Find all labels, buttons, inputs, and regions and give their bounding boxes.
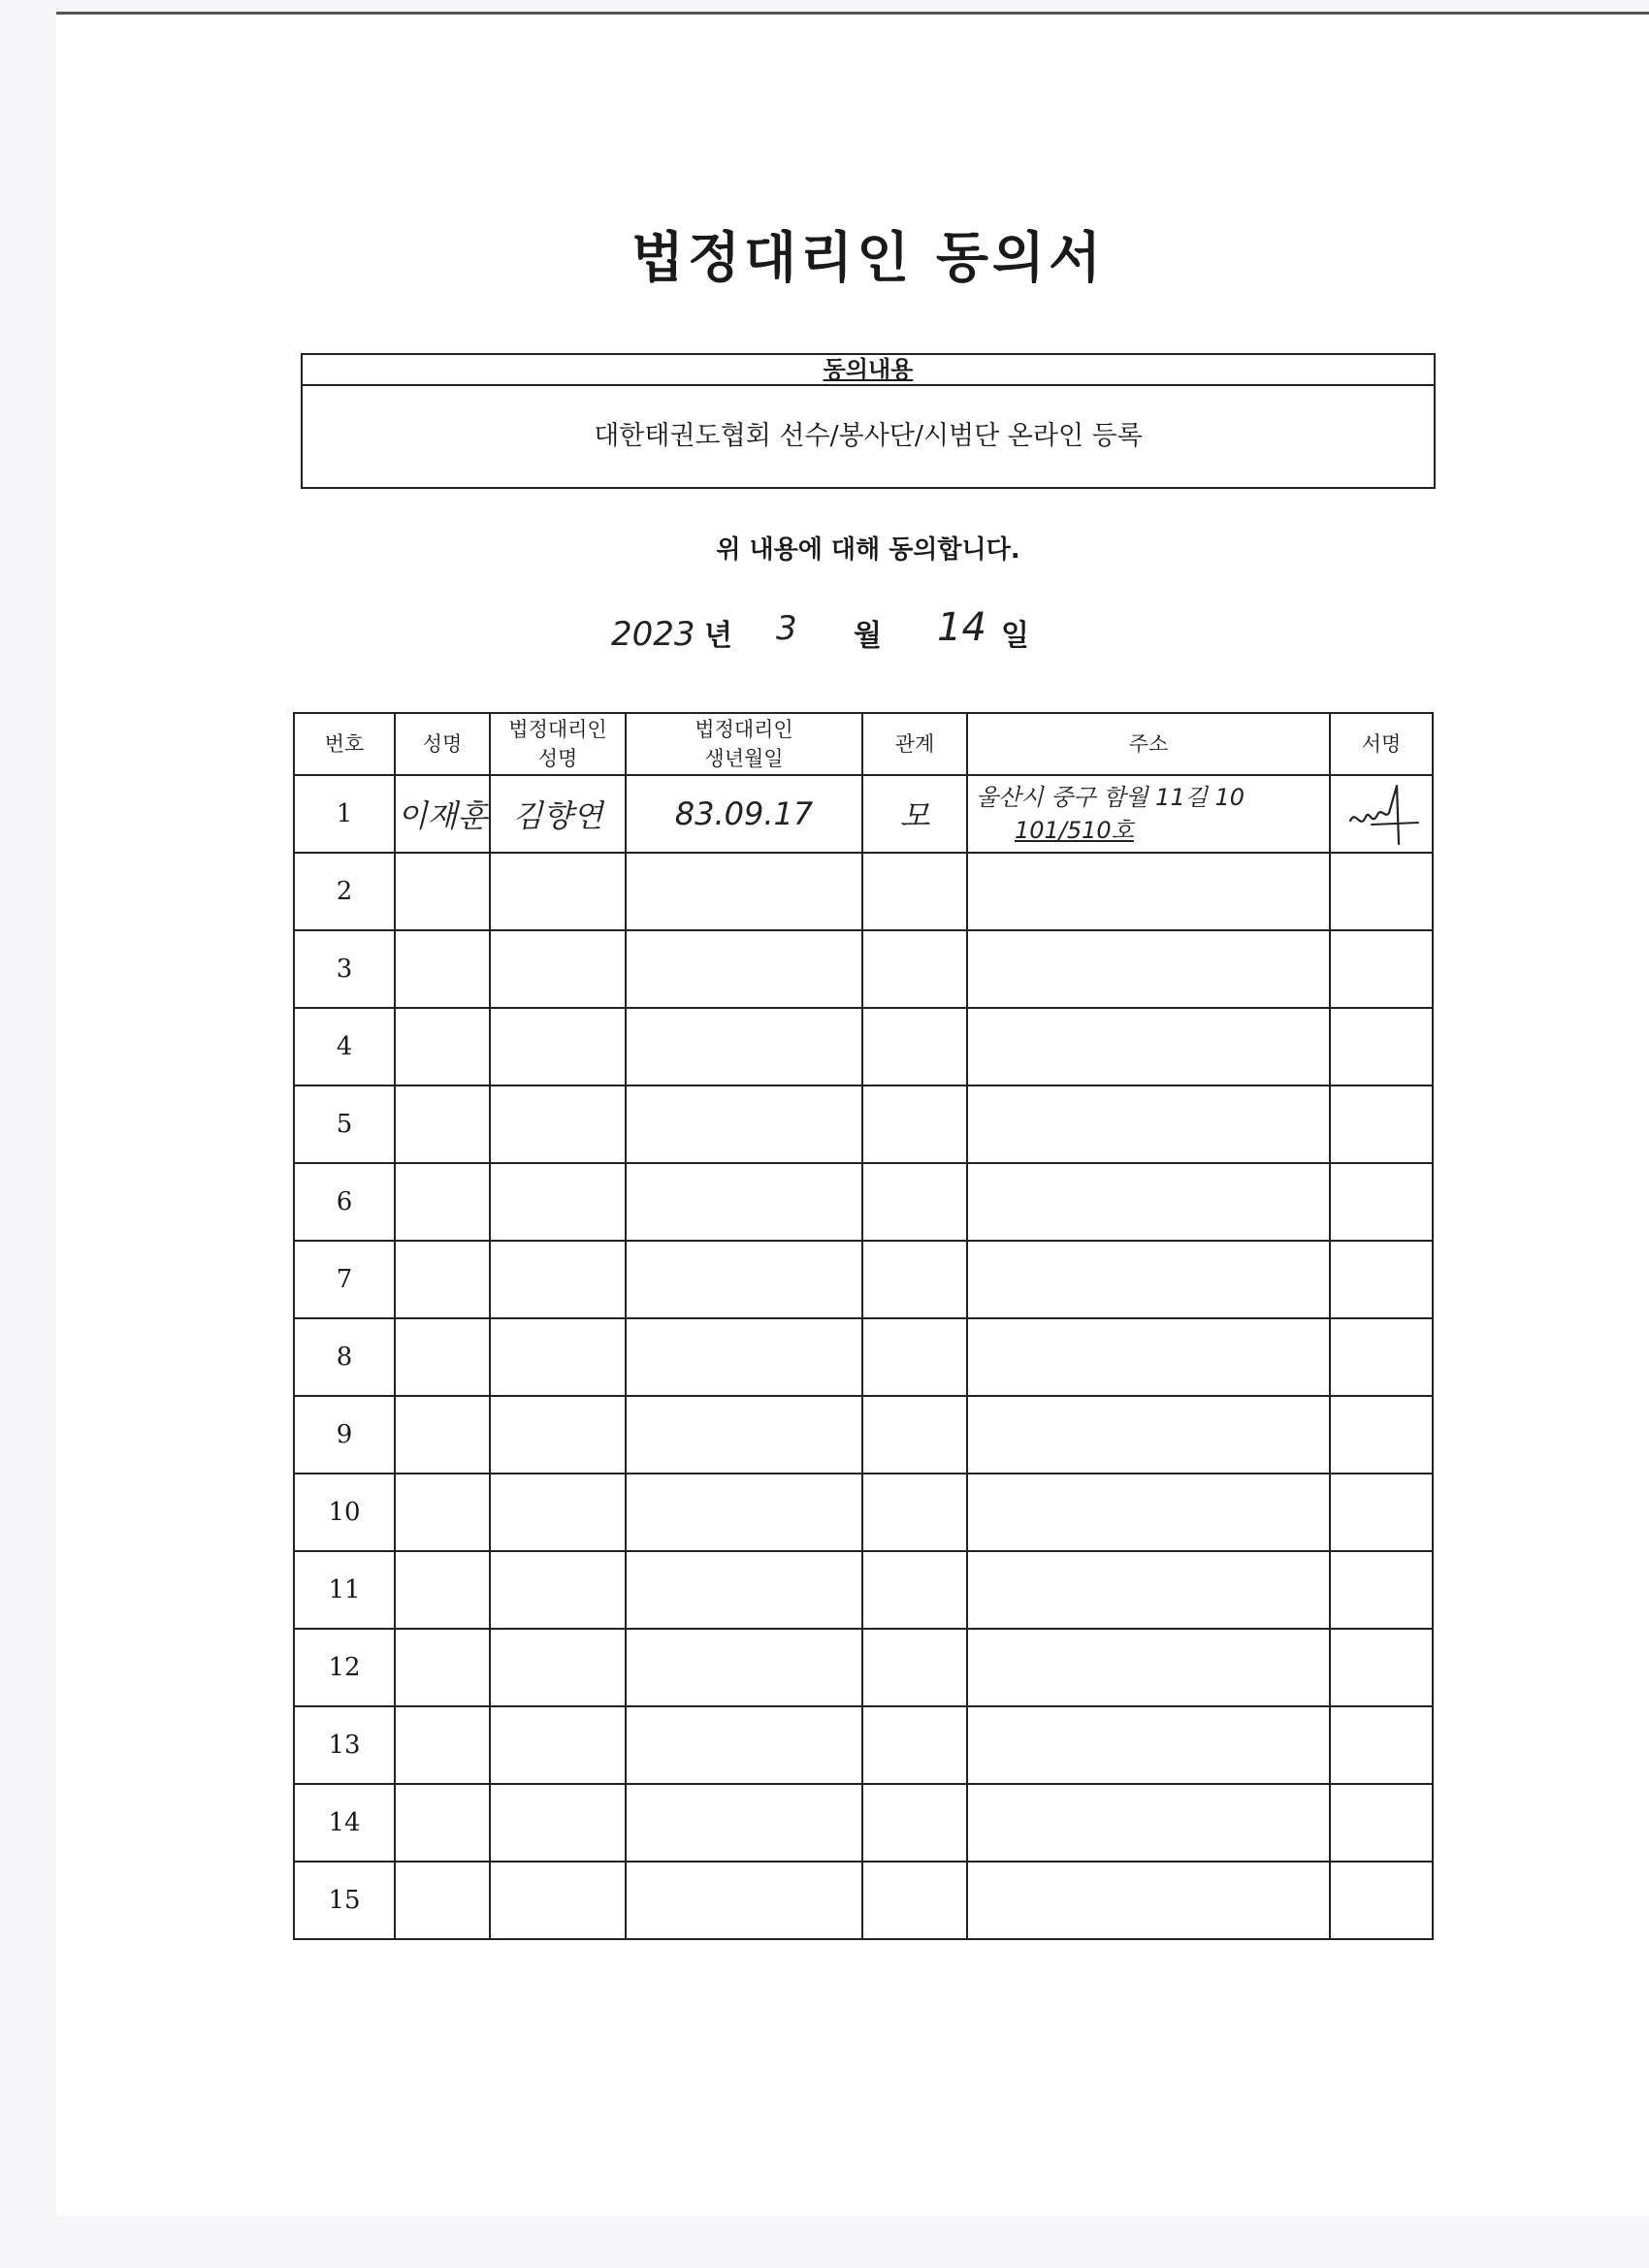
cell-guardian-birth [626, 1862, 862, 1939]
cell-signature [1330, 1008, 1433, 1085]
cell-no: 5 [294, 1085, 395, 1163]
table-row [294, 1163, 1433, 1241]
cell-guardian-birth [626, 1318, 862, 1396]
cell-guardian-birth [626, 930, 862, 1008]
date-year: 2023 [611, 615, 695, 654]
cell-name [395, 1396, 490, 1474]
cell-guardian-birth [626, 853, 862, 930]
cell-no: 11 [294, 1551, 395, 1629]
cell-relation [862, 1551, 967, 1629]
cell-name [395, 1784, 490, 1862]
table-row [294, 1551, 1433, 1629]
cell-no: 12 [294, 1629, 395, 1706]
cell-signature [1330, 1706, 1433, 1784]
header-guardian-birth-line2: 생년월일 [704, 747, 784, 770]
cell-address [967, 1706, 1330, 1784]
cell-name [395, 1474, 490, 1551]
table-row [294, 775, 1433, 853]
table-row [294, 930, 1433, 1008]
table-row [294, 853, 1433, 930]
cell-signature [1330, 1163, 1433, 1241]
cell-guardian-birth [626, 1551, 862, 1629]
cell-relation [862, 853, 967, 930]
cell-guardian-name: 김향연 [490, 775, 626, 853]
cell-address [967, 1085, 1330, 1163]
cell-relation [862, 1629, 967, 1706]
table-row [294, 1318, 1433, 1396]
cell-no: 13 [294, 1706, 395, 1784]
guardian-table [293, 712, 1434, 1940]
table-row [294, 1241, 1433, 1318]
cell-relation [862, 1474, 967, 1551]
cell-guardian-name [490, 1163, 626, 1241]
consent-body: 대한태권도협회 선수/봉사단/시범단 온라인 등록 [594, 421, 1143, 451]
cell-guardian-birth [626, 1241, 862, 1318]
cell-guardian-name [490, 930, 626, 1008]
cell-relation [862, 1396, 967, 1474]
cell-signature [1330, 1551, 1433, 1629]
cell-relation [862, 1008, 967, 1085]
cell-address [967, 1629, 1330, 1706]
cell-address [967, 1241, 1330, 1318]
handwritten-signature [1342, 780, 1420, 848]
cell-name [395, 1008, 490, 1085]
cell-signature [1330, 1396, 1433, 1474]
cell-guardian-birth [626, 1474, 862, 1551]
cell-signature [1330, 1784, 1433, 1862]
cell-signature [1330, 1474, 1433, 1551]
cell-name [395, 1318, 490, 1396]
cell-relation [862, 1706, 967, 1784]
cell-address [967, 1008, 1330, 1085]
cell-address [967, 1784, 1330, 1862]
cell-guardian-birth [626, 1396, 862, 1474]
cell-address [967, 1163, 1330, 1241]
cell-guardian-name [490, 1474, 626, 1551]
cell-name [395, 853, 490, 930]
cell-no: 1 [294, 775, 395, 853]
table-row [294, 1085, 1433, 1163]
cell-name [395, 930, 490, 1008]
cell-name [395, 1551, 490, 1629]
table-row [294, 1396, 1433, 1474]
cell-guardian-name [490, 1318, 626, 1396]
cell-relation [862, 1784, 967, 1862]
cell-signature [1330, 1629, 1433, 1706]
cell-guardian-birth [626, 1784, 862, 1862]
header-guardian-birth [626, 713, 862, 775]
cell-signature [1330, 1085, 1433, 1163]
cell-name: 이재훈 [395, 775, 490, 853]
cell-address [967, 1551, 1330, 1629]
table-row [294, 1008, 1433, 1085]
cell-relation [862, 1085, 967, 1163]
date-day: 14 [937, 605, 986, 650]
table-header-row [294, 713, 1433, 775]
cell-no: 6 [294, 1163, 395, 1241]
cell-guardian-name [490, 1862, 626, 1939]
cell-guardian-birth [626, 1085, 862, 1163]
cell-guardian-name [490, 1085, 626, 1163]
date-day-unit: 일 [1001, 619, 1029, 653]
cell-signature [1330, 775, 1433, 853]
cell-signature [1330, 1862, 1433, 1939]
cell-signature [1330, 930, 1433, 1008]
cell-guardian-name [490, 1784, 626, 1862]
cell-address [967, 853, 1330, 930]
table-row [294, 1706, 1433, 1784]
cell-name [395, 1862, 490, 1939]
cell-relation: 모 [862, 775, 967, 853]
cell-relation [862, 1163, 967, 1241]
header-relation: 관계 [862, 713, 967, 775]
header-guardian-name-line1: 법정대리인 [508, 718, 607, 741]
cell-no: 8 [294, 1318, 395, 1396]
cell-signature [1330, 853, 1433, 930]
cell-guardian-name [490, 1396, 626, 1474]
cell-guardian-birth [626, 1706, 862, 1784]
cell-relation [862, 1862, 967, 1939]
cell-guardian-name [490, 1241, 626, 1318]
cell-guardian-name [490, 1629, 626, 1706]
cell-name [395, 1085, 490, 1163]
cell-address [967, 1474, 1330, 1551]
page-title: 법정대리인 동의서 [630, 226, 1106, 290]
cell-address [967, 930, 1330, 1008]
table-row [294, 1629, 1433, 1706]
header-name: 성명 [395, 713, 490, 775]
cell-relation [862, 930, 967, 1008]
cell-no: 15 [294, 1862, 395, 1939]
cell-no: 7 [294, 1241, 395, 1318]
cell-guardian-name [490, 853, 626, 930]
cell-signature [1330, 1241, 1433, 1318]
header-no: 번호 [294, 713, 395, 775]
header-signature: 서명 [1330, 713, 1433, 775]
table-row [294, 1474, 1433, 1551]
cell-address [967, 775, 1330, 853]
cell-name [395, 1706, 490, 1784]
cell-name [395, 1241, 490, 1318]
cell-no: 3 [294, 930, 395, 1008]
cell-relation [862, 1241, 967, 1318]
cell-address [967, 1318, 1330, 1396]
cell-guardian-name [490, 1706, 626, 1784]
header-guardian-birth-line1: 법정대리인 [695, 718, 793, 741]
cell-no: 4 [294, 1008, 395, 1085]
cell-no: 9 [294, 1396, 395, 1474]
address-line1: 울산시 중구 함월 11길 10 [976, 784, 1245, 811]
cell-name [395, 1629, 490, 1706]
header-guardian-name [490, 713, 626, 775]
cell-guardian-birth: 83.09.17 [626, 775, 862, 853]
consent-box [301, 353, 1436, 489]
cell-relation [862, 1318, 967, 1396]
table-row [294, 1862, 1433, 1939]
date-month: 3 [776, 609, 797, 648]
cell-address [967, 1396, 1330, 1474]
agreement-statement: 위 내용에 대해 동의합니다. [716, 535, 1020, 565]
cell-name [395, 1163, 490, 1241]
cell-guardian-birth [626, 1163, 862, 1241]
cell-no: 2 [294, 853, 395, 930]
cell-guardian-name [490, 1551, 626, 1629]
cell-guardian-birth [626, 1629, 862, 1706]
cell-no: 10 [294, 1474, 395, 1551]
address-line2: 101/510호 [1015, 817, 1134, 844]
cell-address [967, 1862, 1330, 1939]
consent-header: 동의내용 [303, 355, 1434, 386]
cell-guardian-birth [626, 1008, 862, 1085]
table-row [294, 1784, 1433, 1862]
cell-no: 14 [294, 1784, 395, 1862]
table-body [294, 775, 1433, 1939]
cell-signature [1330, 1318, 1433, 1396]
header-guardian-name-line2: 성명 [537, 747, 578, 770]
date-month-unit: 월 [854, 619, 882, 653]
cell-guardian-name [490, 1008, 626, 1085]
date-year-unit: 년 [704, 619, 732, 653]
header-address: 주소 [967, 713, 1330, 775]
